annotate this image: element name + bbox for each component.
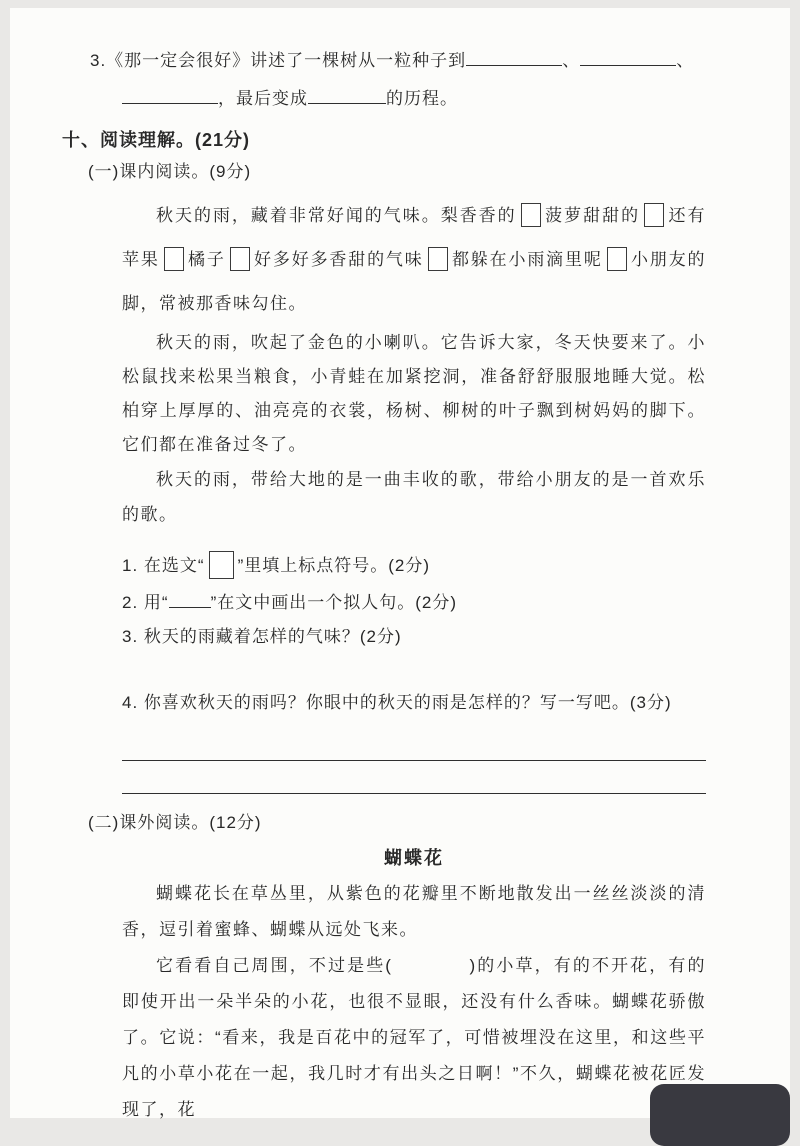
fill-blank-2	[580, 51, 676, 66]
punctuation-fill-box	[164, 247, 184, 271]
question-3-text-mid: ，最后变成	[218, 89, 308, 108]
underline-mark-blank	[169, 593, 211, 608]
part2-paragraph-1: 蝴蝶花长在草丛里，从紫色的花瓣里不断地散发出一丝丝淡淡的清香，逗引着蜜蜂、蝴蝶从远处飞来。	[122, 884, 706, 939]
passage-paragraph-3: 秋天的雨，带给大地的是一曲丰收的歌，带给小朋友的是一首欢乐的歌。	[122, 470, 706, 524]
section-reading-comprehension-title: 十、阅读理解。(21分)	[62, 130, 251, 150]
part1-question-3: 3. 秋天的雨藏着怎样的气味？(2分)	[122, 627, 402, 646]
separator: 、	[562, 51, 581, 70]
passage-text: 都躲在小雨滴里呢	[451, 250, 603, 269]
scan-artifact-dark-object	[650, 1084, 790, 1146]
part1-question-2	[122, 586, 706, 620]
part2-paragraph-2: 它看看自己周围，不过是些( )的小草，有的不开花，有的即使开出一朵半朵的小花，也很不显眼，还没有什么香味。蝴蝶花骄傲了。它说：“看来，我是百花中的冠军了，可惜被埋没在这里，和这些平凡的小草小花在一起，我几时才有出头之日啊！”不久，蝴蝶花被花匠发现了，花	[122, 956, 706, 1119]
question-3-text: 3.《那一定会很好》讲述了一棵树从一粒种子到	[90, 51, 467, 70]
question-1-text-pre: 1. 在选文“	[122, 556, 205, 575]
passage-paragraph-2: 秋天的雨，吹起了金色的小喇叭。它告诉大家，冬天快要来了。小松鼠找来松果当粮食，小青蛙在加紧挖洞，准备舒舒服服地睡大觉。松柏穿上厚厚的、油亮亮的衣裳，杨树、柳树的叶子飘到树妈妈的脚下。它们都在准备过冬了。	[122, 333, 706, 454]
punctuation-fill-box-large	[209, 551, 234, 579]
part1-question-4: 4. 你喜欢秋天的雨吗？你眼中的秋天的雨是怎样的？写一写吧。(3分)	[122, 693, 672, 712]
question-3-line1	[90, 42, 706, 80]
answer-line-2	[122, 761, 706, 794]
passage-text: 菠萝甜甜的	[544, 206, 641, 225]
passage-text: 橘子	[187, 250, 226, 269]
question-3-text-end: 的历程。	[386, 89, 458, 108]
answer-line-1	[122, 730, 706, 761]
fill-blank-4	[308, 89, 386, 104]
part2-title: (二)课外阅读。(12分)	[88, 813, 262, 832]
part1-question-1	[122, 546, 706, 586]
exam-content	[10, 8, 790, 1128]
punctuation-fill-box	[428, 247, 448, 271]
question-2-text-post: ”在文中画出一个拟人句。(2分)	[210, 593, 457, 612]
fill-blank-1	[466, 51, 562, 66]
part1-title: (一)课内阅读。(9分)	[88, 162, 252, 181]
exam-page	[10, 8, 790, 1118]
question-3-line2	[122, 80, 706, 118]
passage-text: 小朋友的脚，常被那香味勾住。	[122, 250, 707, 313]
article-title: 蝴蝶花	[384, 848, 444, 868]
punctuation-fill-box	[644, 203, 664, 227]
passage-text: 秋天的雨，藏着非常好闻的气味。梨香香的	[156, 206, 517, 225]
punctuation-fill-box	[230, 247, 250, 271]
punctuation-fill-box	[521, 203, 541, 227]
separator: 、	[676, 51, 695, 70]
passage-text: 还有苹果	[122, 206, 707, 269]
passage-paragraph-1	[122, 194, 706, 326]
fill-blank-3	[122, 89, 218, 104]
punctuation-fill-box	[607, 247, 627, 271]
question-1-text-post: ”里填上标点符号。(2分)	[237, 556, 431, 575]
passage-text: 好多好多香甜的气味	[253, 250, 424, 269]
question-2-text-pre: 2. 用“	[122, 593, 169, 612]
question-3	[90, 42, 706, 118]
